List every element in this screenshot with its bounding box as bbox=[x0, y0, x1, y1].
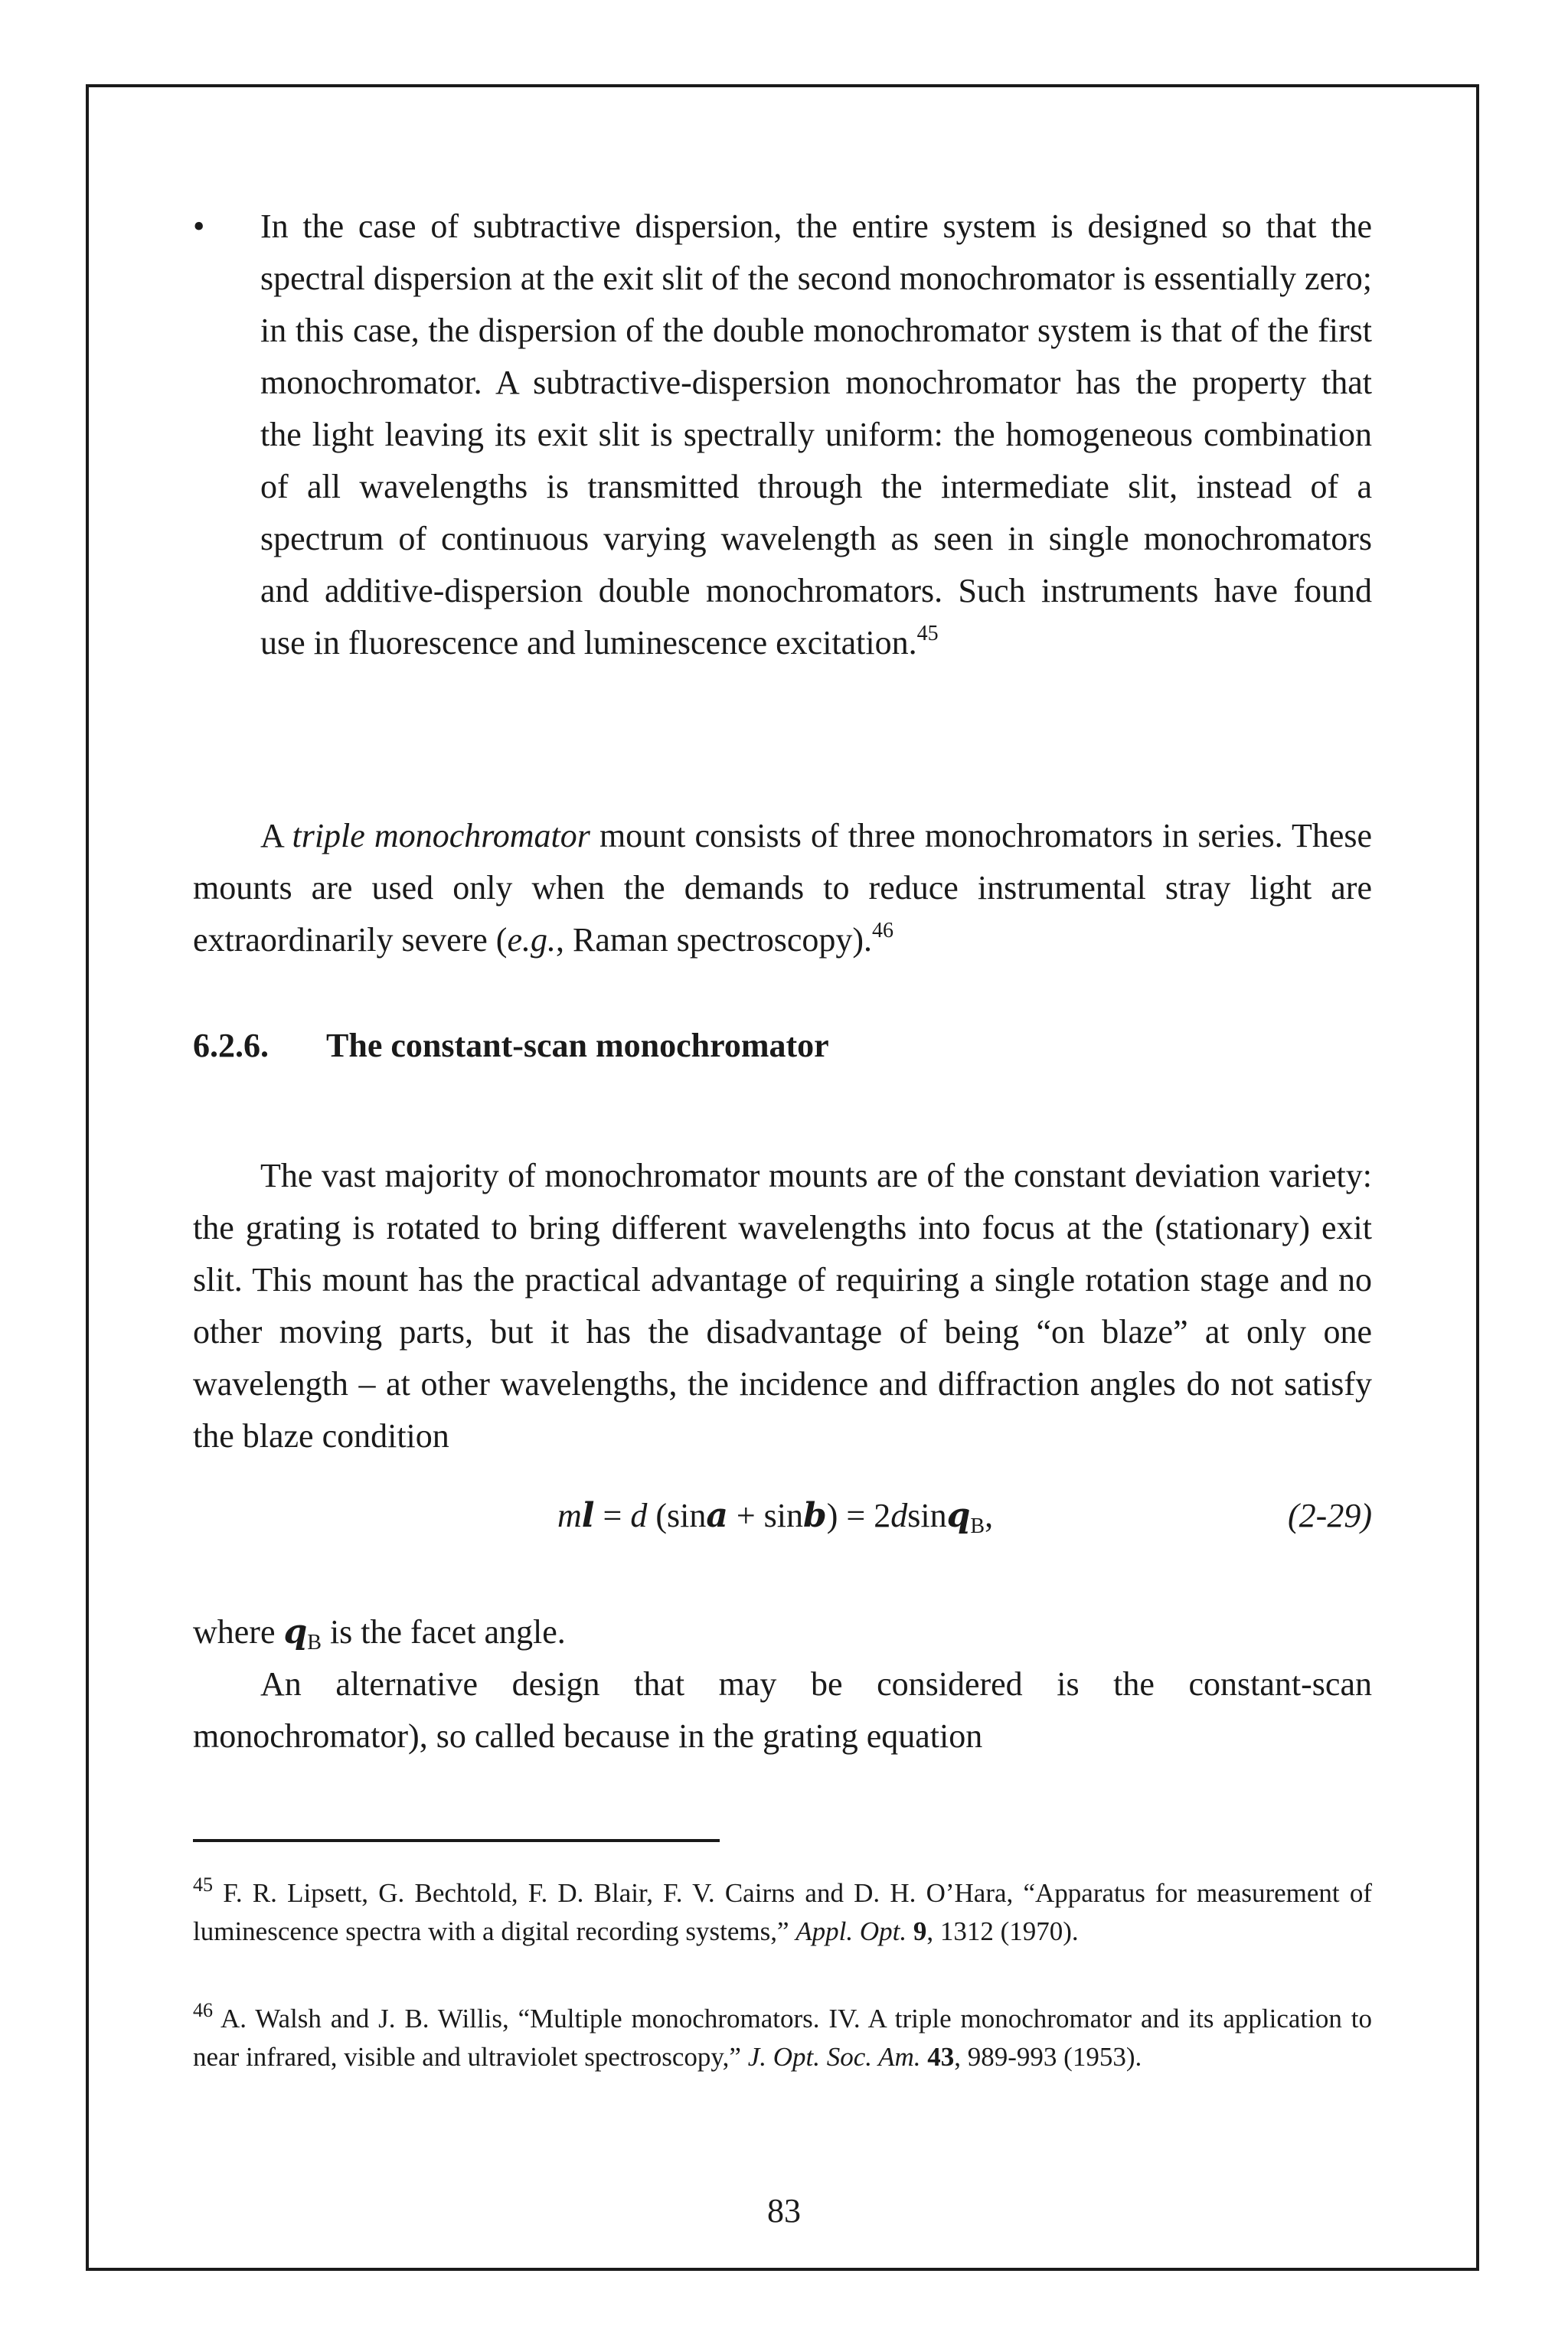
page-number: 83 bbox=[767, 2192, 801, 2230]
eq-d2: d bbox=[890, 1497, 908, 1534]
grating-equation bbox=[193, 1490, 1372, 1542]
footnote-45-end: , 1312 (1970). bbox=[926, 1916, 1079, 1946]
constant-scan-paragraph: An alternative design that may be considered is the constant-scan monochromator), so called because in the grating equation bbox=[193, 1665, 1372, 1755]
footnote-46 bbox=[193, 2000, 1372, 2076]
eq-theta: q bbox=[946, 1496, 971, 1535]
triple-rest: mount consists of three monochromators in series. These mounts are used only when the demands to reduce instrumental stray light are extraordinarily severe ( bbox=[193, 817, 1372, 959]
footnote-45 bbox=[193, 1874, 1372, 1951]
eq-equals: = bbox=[594, 1497, 631, 1534]
eq-d: d bbox=[630, 1497, 648, 1534]
constant-deviation-paragraph: The vast majority of monochromator mounts are of the constant deviation variety: the grating is rotated to bring different wavelengths into focus at the (stationary) exit slit. This mount has the practical advantage of requiring a single rotation stage and no other moving parts, but it has the disadvantage of being “on blaze” at only one wavelength – at other wavelengths, the incidence and diffraction angles do not satisfy the blaze condition bbox=[193, 1157, 1372, 1455]
triple-eg: e.g. bbox=[507, 921, 556, 959]
eq-close: ) = 2 bbox=[826, 1497, 891, 1534]
eq-alpha: a bbox=[706, 1496, 728, 1535]
footnote-45-space bbox=[906, 1916, 913, 1946]
footnote-ref-46[interactable]: 46 bbox=[872, 919, 893, 942]
where-theta: q bbox=[283, 1612, 308, 1651]
bullet-paragraph bbox=[260, 201, 1372, 669]
footnote-46-journal: J. Opt. Soc. Am. bbox=[747, 2042, 921, 2072]
bullet-text: In the case of subtractive dispersion, the entire system is designed so that the spectral dispersion at the exit slit of the second monochromator is essentially zero; in this case, the dispersion of the double monochromator system is that of the first monochromator. A subtractive-dispersion monochromator has the property that the light leaving its exit slit is spectrally uniform: the homogeneous combination of all wavelengths is transmitted through the intermediate slit, instead of a spectrum of continuous varying wavelength as seen in single monochromators and additive-dispersion double monochromators. Such instruments have found use in fluorescence and luminescence excitation. bbox=[260, 207, 1372, 662]
footnote-45-volume: 9 bbox=[913, 1916, 927, 1946]
eq-comma: , bbox=[985, 1497, 994, 1534]
where-lead: where bbox=[193, 1613, 284, 1651]
eq-open: (sin bbox=[647, 1497, 707, 1534]
triple-lead: A bbox=[260, 817, 292, 854]
eq-sin: sin bbox=[907, 1497, 947, 1534]
eq-subscript: B bbox=[970, 1514, 985, 1538]
where-subscript: B bbox=[307, 1631, 322, 1655]
footnote-ref-45[interactable]: 45 bbox=[916, 622, 939, 645]
footnote-45-text: F. R. Lipsett, G. Bechtold, F. D. Blair, F. V. Cairns and D. H. O’Hara, “Apparatus for measurement of luminescence spectra with a digital recording systems,” bbox=[193, 1878, 1372, 1946]
eq-plus: + sin bbox=[727, 1497, 804, 1534]
triple-end: , Raman spectroscopy). bbox=[556, 921, 872, 959]
footnote-46-number: 46 bbox=[193, 1999, 213, 2021]
footnote-46-end: , 989-993 (1953). bbox=[954, 2042, 1142, 2072]
footnote-45-number: 45 bbox=[193, 1873, 213, 1896]
section-title: The constant-scan monochromator bbox=[326, 1027, 829, 1064]
where-line bbox=[193, 1606, 1372, 1658]
triple-term: triple monochromator bbox=[292, 817, 590, 854]
footnote-46-volume: 43 bbox=[927, 2042, 955, 2072]
footnote-46-text: A. Walsh and J. B. Willis, “Multiple monochromators. IV. A triple monochromator and its application to near infrared, visible and ultraviolet spectroscopy,” bbox=[193, 2004, 1372, 2072]
footnote-rule bbox=[193, 1839, 720, 1842]
triple-monochromator-paragraph bbox=[193, 810, 1372, 966]
eq-m: m bbox=[557, 1497, 582, 1534]
eq-lambda: l bbox=[581, 1496, 595, 1535]
bullet-symbol: • bbox=[193, 207, 205, 245]
equation-number: (2-29) bbox=[1288, 1497, 1372, 1534]
section-number: 6.2.6. bbox=[193, 1027, 269, 1064]
equation-body bbox=[557, 1490, 993, 1542]
footnote-45-journal: Appl. Opt. bbox=[795, 1916, 907, 1946]
footnote-46-space bbox=[921, 2042, 928, 2072]
where-rest: is the facet angle. bbox=[321, 1613, 566, 1651]
eq-beta: b bbox=[803, 1496, 827, 1535]
section-heading bbox=[193, 1020, 829, 1072]
